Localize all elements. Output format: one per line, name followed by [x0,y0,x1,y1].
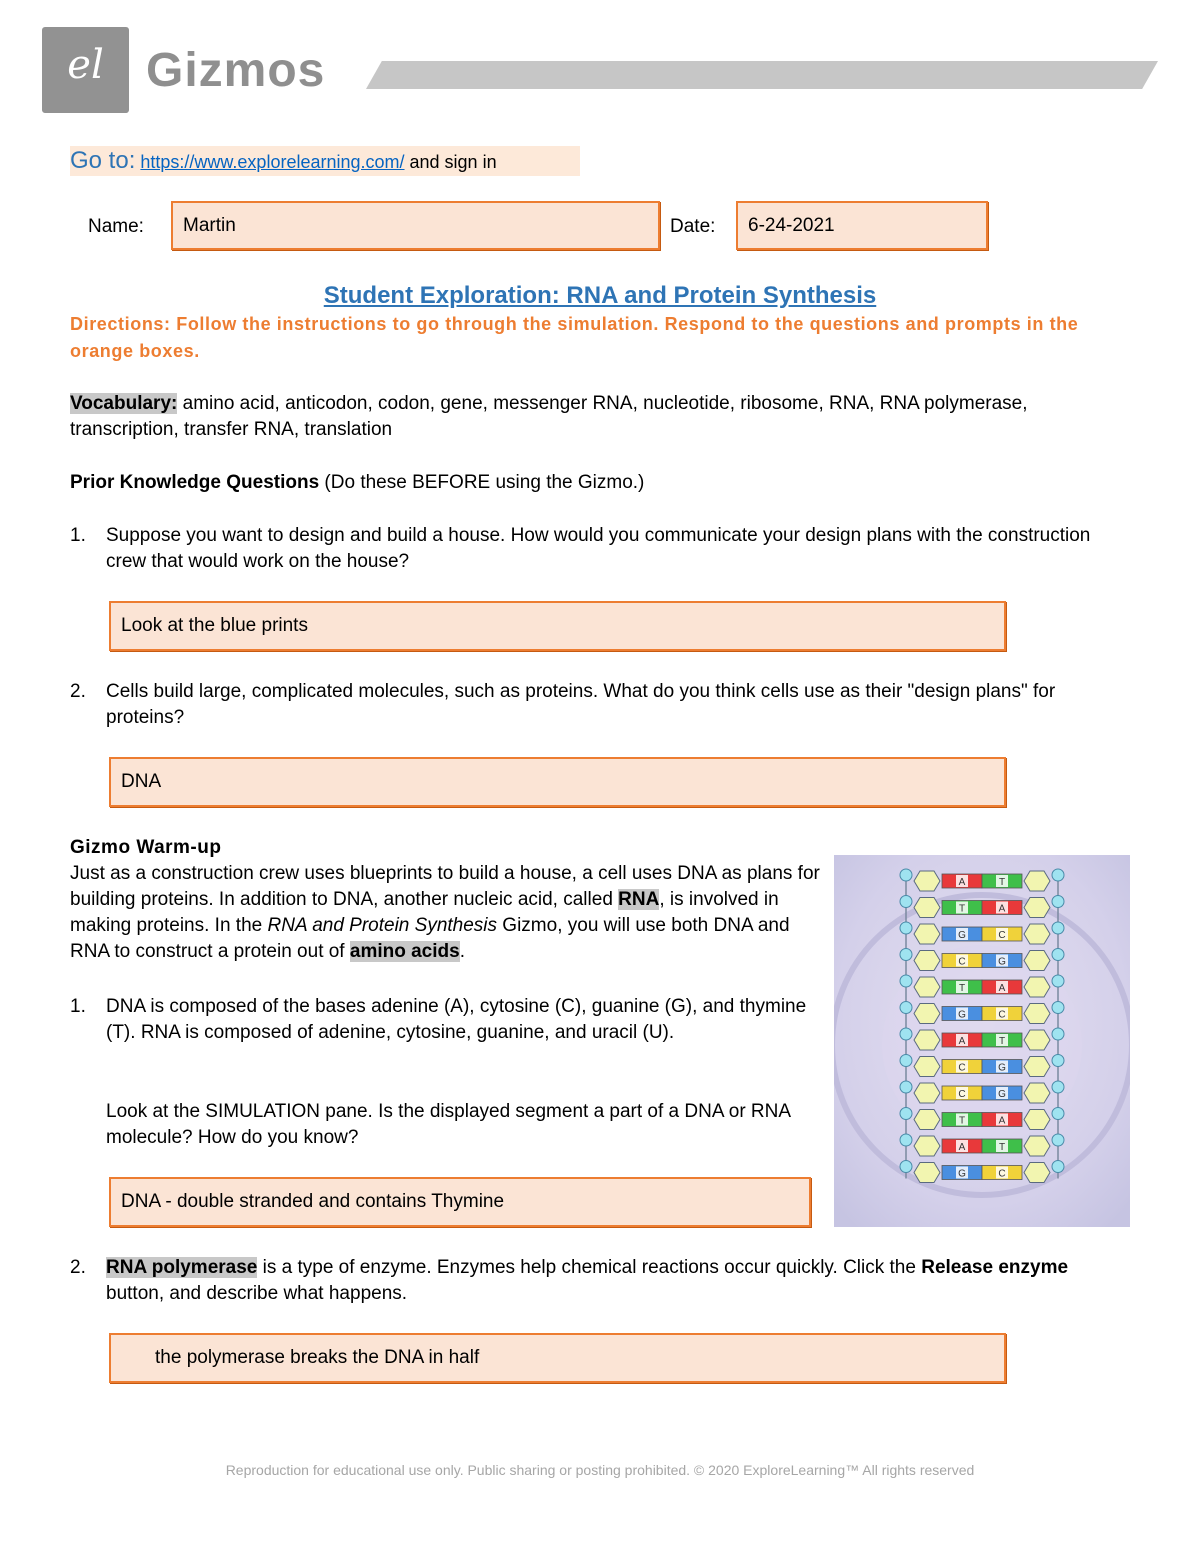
date-label: Date: [670,216,716,237]
base-letter: A [958,1142,966,1153]
warmup-intro [70,861,822,965]
sugar [1024,898,1050,918]
base-letter: A [998,903,1006,915]
question-number: 1. [70,996,86,1017]
name-label: Name: [88,216,144,237]
question-text: button, and describe what happens. [106,1283,408,1304]
explorelearning-logo-icon: el [67,42,104,88]
prior-knowledge-heading [70,470,644,496]
phosphate [1052,896,1064,908]
header-bar [366,61,1158,89]
question-text: is a type of enzyme. Enzymes help chemical reactions occur quickly. Click the [257,1257,922,1278]
sugar [914,871,940,891]
base-letter: T [958,1115,966,1127]
sugar [1024,1057,1050,1077]
dna-double-helix-diagram [834,855,1130,1227]
goto-label: Go to: [70,147,136,174]
prior-knowledge-note: (Do these BEFORE using the Gizmo.) [319,472,645,493]
question-number: 2. [70,681,86,702]
phosphate [1052,1002,1064,1014]
prior-question-1: Suppose you want to design and build a house. How would you communicate your design plans with the construction crew that would work on the house? [106,525,1091,572]
gizmo-name: RNA and Protein Synthesis [267,915,498,936]
sugar [1024,924,1050,944]
sugar [1024,1136,1050,1156]
phosphate [1052,1108,1064,1120]
sugar [914,1030,940,1050]
phosphate [1052,1161,1064,1173]
warmup-intro-text: . [459,941,465,962]
phosphate [900,1108,912,1120]
base-letter: G [958,1009,966,1021]
release-enzyme-button-name: Release enzyme [921,1257,1069,1278]
sugar [914,1136,940,1156]
prior-answer-1[interactable]: Look at the blue prints [109,601,1006,651]
base-letter: C [958,1089,966,1100]
sugar [1024,1163,1050,1183]
base-letter: T [958,983,966,994]
phosphate [1052,922,1064,934]
sugar [1024,1030,1050,1050]
phosphate [900,896,912,908]
base-letter: A [998,983,1006,994]
prior-knowledge-title: Prior Knowledge Questions [70,472,320,493]
sugar [1024,871,1050,891]
rna-polymerase-term: RNA polymerase [106,1257,258,1278]
base-letter: T [998,1142,1006,1153]
goto-suffix: and sign in [404,152,497,172]
sugar [1024,951,1050,971]
gizmos-logo-text: Gizmos [146,44,326,97]
base-letter: A [958,877,966,888]
sugar [914,1110,940,1130]
vocabulary [70,391,1070,443]
prior-answer-2[interactable]: DNA [109,757,1006,807]
sugar [914,977,940,997]
warmup-question-1-text: DNA is composed of the bases adenine (A), cytosine (C), guanine (G), and thymine (T). RNA is composed of adenine, cytosine, guanine, and uracil (U). [106,996,807,1043]
sugar [914,924,940,944]
phosphate [900,975,912,987]
phosphate [1052,975,1064,987]
sugar [914,1004,940,1024]
warmup-intro-text: , is involved in making proteins. In the [70,889,779,936]
rna-term: RNA [618,889,660,910]
date-field[interactable]: 6-24-2021 [736,201,988,250]
warmup-answer-1[interactable]: DNA - double stranded and contains Thymine [109,1177,811,1227]
base-letter: T [998,1036,1006,1047]
base-letter: C [998,1009,1006,1021]
base-letter: G [998,1089,1006,1100]
base-letter: C [998,930,1006,941]
sugar [914,1057,940,1077]
vocabulary-list: amino acid, anticodon, codon, gene, messenger RNA, nucleotide, ribosome, RNA, RNA polymerase, transcription, transfer RNA, translation [70,393,1028,440]
phosphate [900,1028,912,1040]
sugar [1024,1110,1050,1130]
warmup-heading: Gizmo Warm-up [70,837,222,858]
phosphate [900,869,912,881]
phosphate [900,922,912,934]
page-title: Student Exploration: RNA and Protein Synthesis [323,282,877,309]
warmup-question-2 [106,1255,1120,1307]
warmup-answer-2[interactable]: the polymerase breaks the DNA in half [109,1333,1006,1383]
name-field[interactable]: Martin [171,201,660,250]
base-letter: A [998,1115,1006,1127]
explorelearning-link[interactable]: https://www.explorelearning.com/ [140,152,405,172]
base-letter: T [998,877,1006,888]
warmup-question-1-prompt: Look at the SIMULATION pane. Is the displayed segment a part of a DNA or RNA molecule? How do you know? [106,1101,790,1148]
sugar [914,898,940,918]
phosphate [1052,1055,1064,1067]
warmup-intro-text: Just as a construction crew uses blueprints to build a house, a cell uses DNA as plans for building proteins. In addition to DNA, another nucleic acid, called [70,863,820,910]
base-letter: G [998,1062,1006,1074]
phosphate [900,1081,912,1093]
base-letter: G [958,1168,966,1180]
base-letter: T [958,903,966,915]
base-letter: C [958,956,966,968]
goto-line [70,146,580,176]
phosphate [1052,869,1064,881]
phosphate [1052,1134,1064,1146]
sugar [1024,977,1050,997]
phosphate [900,1002,912,1014]
phosphate [1052,1028,1064,1040]
base-letter: C [998,1168,1006,1180]
prior-question-2: Cells build large, complicated molecules, such as proteins. What do you think cells use as their "design plans" for proteins? [106,681,1056,728]
question-number: 1. [70,525,86,546]
base-letter: G [998,956,1006,968]
phosphate [900,949,912,961]
question-number: 2. [70,1257,86,1278]
directions: Directions: Follow the instructions to go through the simulation. Respond to the questions and prompts in the orange boxes. [70,314,1079,361]
sugar [1024,1004,1050,1024]
simulation-pane-image [834,855,1130,1227]
sugar [914,1163,940,1183]
vocabulary-label: Vocabulary: [70,393,178,414]
phosphate [1052,949,1064,961]
base-letter: C [958,1062,966,1074]
phosphate [900,1055,912,1067]
sugar [914,951,940,971]
phosphate [900,1134,912,1146]
base-letter: G [958,930,966,941]
amino-acids-term: amino acids [349,941,460,962]
sugar [1024,1083,1050,1103]
warmup-intro-text: Gizmo, you will use both DNA and RNA to construct a protein out of [70,915,790,962]
base-letter: A [958,1036,966,1047]
phosphate [1052,1081,1064,1093]
footer-copyright: Reproduction for educational use only. Public sharing or posting prohibited. © 2020 ExploreLearning™ All rights reserved [225,1462,975,1478]
phosphate [900,1161,912,1173]
sugar [914,1083,940,1103]
